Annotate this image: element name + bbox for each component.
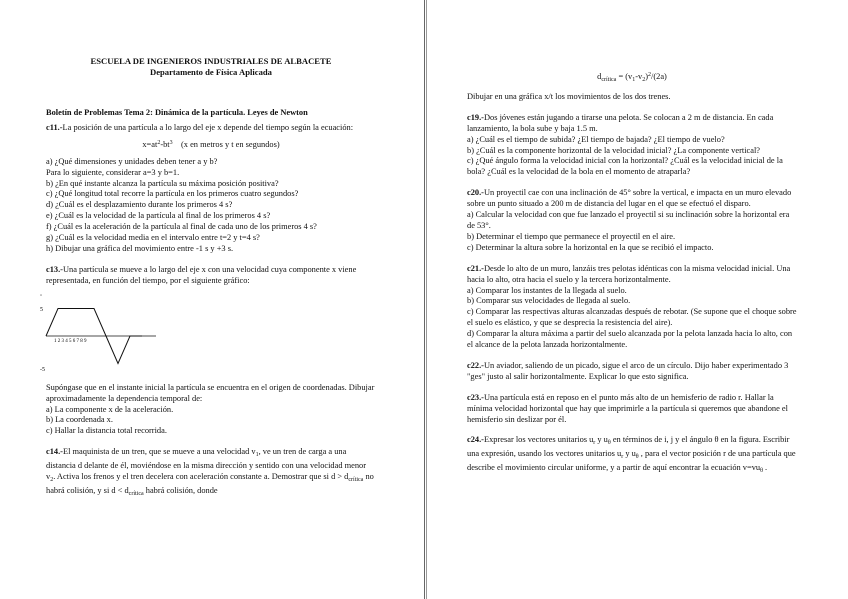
question-b: b) Comparar sus velocidades de llegada al suelo.	[467, 296, 631, 306]
right-page	[426, 0, 848, 599]
problem-c14: c14.-El maquinista de un tren, que se mueve a una velocidad $v_1$, ve un tren de carga a una distancia d delante de él, moviéndose en la misma dirección y sentido con una velocidad menor $v_2$. Activa los frenos y el tren decelera con aceleración constante a. Demostrar que si $d > d_{crítica}$ no habrá colisión, y si $d < d_{crítica}$ habrá colisión, donde	[46, 447, 374, 497]
question-c: c) Determinar la altura sobre la horizontal en la que se recibió el impacto.	[467, 242, 714, 252]
problem-c20	[467, 188, 797, 253]
question-e: e) ¿Cuál es la velocidad de la partícula al final de los primeros 4 s?	[46, 211, 271, 221]
graph-y-pos-label: 5	[40, 306, 43, 313]
problem-intro: Un aviador, saliendo de un picado, sigue el arco de un círculo. Dijo haber experimentado 3 "ges" justo al salir horizontalmente. Explicar lo que esto significa.	[467, 360, 789, 381]
graph-y-neg-label: -5	[40, 366, 45, 373]
velocity-graph	[38, 293, 158, 375]
question-a: a) ¿Qué dimensiones y unidades deben tener a y b?	[46, 156, 218, 166]
problem-c19	[467, 113, 797, 178]
problem-after: Supóngase que en el instante inicial la partícula se encuentra en el origen de coordenadas. Dibujar aproximadamente la dependencia temporal de:	[46, 382, 375, 403]
question-c: c) Comparar las respectivas alturas alcanzadas después de rebotar. (Se supone que el choque sobre el suelo es elástico, y que se desprecia la resistencia del aire).	[467, 307, 797, 328]
department-name: Departamento de Física Aplicada	[150, 67, 272, 77]
question-c: c) ¿Qué ángulo forma la velocidad inicial con la horizontal? ¿Cuál es la velocidad inicial de la bola? ¿Cuál es la velocidad de la bola en el momento de atraparla?	[467, 156, 783, 177]
boletin-title: Boletín de Problemas Tema 2: Dinámica de la partícula. Leyes de Newton	[46, 108, 308, 117]
question-b: b) ¿En qué instante alcanza la partícula su máxima posición positiva?	[46, 178, 279, 188]
problem-c21	[467, 264, 797, 351]
question-note: Para lo siguiente, considerar a=3 y b=1.	[46, 167, 180, 177]
question-a: a) ¿Cuál es el tiempo de subida? ¿El tiempo de bajada? ¿El tiempo de vuelo?	[467, 134, 725, 144]
problem-title: c14.-	[46, 447, 63, 457]
right-page-content	[467, 66, 797, 487]
question-b: b) ¿Cuál es la componente horizontal de la velocidad inicial? ¿La componente vertical?	[467, 145, 760, 155]
question-f: f) ¿Cuál es la aceleración de la partícula al final de cada uno de los primeros 4 s?	[46, 222, 317, 232]
problem-c14-continued	[467, 70, 797, 103]
question-d: d) ¿Cuál es el desplazamiento durante los primeros 4 s?	[46, 200, 233, 210]
problem-c11	[46, 123, 376, 255]
problem-intro: Una partícula se mueve a lo largo del eje x con una velocidad cuya componente x viene representada, en función del tiempo, por el siguiente gráfico:	[46, 264, 357, 285]
question-a: a) Calcular la velocidad con que fue lanzado el proyectil si su inclinación sobre la horizontal era de 53°.	[467, 210, 790, 230]
question-g: g) ¿Cuál es la velocidad media en el intervalo entre t=2 y t=4 s?	[46, 233, 260, 243]
problem-intro: Desde lo alto de un muro, lanzáis tres pelotas idénticas con la misma velocidad inicial. Una hacia lo alto, otra hacia el suelo y la tercera horizontalmente.	[467, 263, 791, 284]
graph-ticks: 1 2 3 4 5 6 7 8 9	[54, 338, 87, 344]
question-a: a) Comparar los instantes de la llegada al suelo.	[467, 285, 627, 295]
problem-title: c22.-	[467, 360, 484, 370]
problem-title: c20.-	[467, 188, 484, 198]
problem-title: c13.-	[46, 264, 63, 274]
equation: $x=at^2-bt^3$ (x en metros y t en segundos)	[142, 139, 280, 149]
question-h: h) Dibujar una gráfica del movimiento entre -1 s y +3 s.	[46, 243, 234, 253]
problem-title: c19.-	[467, 112, 484, 122]
problem-intro: La posición de una partícula a lo largo del eje x depende del tiempo según la ecuación:	[62, 122, 354, 132]
problem-c22	[467, 361, 797, 383]
problem-after: Dibujar en una gráfica x/t los movimientos de los dos trenes.	[467, 91, 671, 101]
problem-intro: Un proyectil cae con una inclinación de 45° sobre la vertical, e impacta en un muro elevado sobre un punto situado a 200 m de distancia del lugar en el que se efectuó el disparo.	[467, 188, 792, 209]
question-c: c) Hallar la distancia total recorrida.	[46, 426, 167, 436]
question-a: a) La componente x de la aceleración.	[46, 404, 174, 414]
left-page-content	[40, 56, 376, 510]
problem-c23	[467, 393, 797, 426]
question-b: b) Determinar el tiempo que permanece el proyectil en el aire.	[467, 231, 676, 241]
question-c: c) ¿Qué longitud total recorre la partícula en los primeros cuatro segundos?	[46, 189, 299, 199]
problem-title: c23.-	[467, 392, 484, 402]
problem-title: c24.-	[467, 435, 484, 445]
problem-c24: c24.-Expresar los vectores unitarios $u_r$ y $u_\theta$ en términos de i, j y el ángulo θ en la figura. Escribir una expresión, usando los vectores unitarios $u_r$ y $u_\theta$ , para el vector posición r de una partícula que describe el movimiento circular uniforme, y a partir de aquí encontrar la ecuación $v=vu_\theta$ .	[467, 435, 796, 475]
problem-intro: Una partícula está en reposo en el punto más alto de un hemisferio de radio r. Hallar la mínima velocidad horizontal que hay que imprimirle a la partícula si queremos que abandone el hemisferio sin deslizar por él.	[467, 392, 788, 424]
question-b: b) La coordenada x.	[46, 415, 113, 425]
critical-distance-formula: $d_{crítica} = (v_1-v_2)^2/(2a)$	[597, 72, 667, 83]
problem-title: c11.-	[46, 122, 63, 132]
problem-intro: Dos jóvenes están jugando a tirarse una pelota. Se colocan a 2 m de distancia. En cada lanzamiento, la bola sube y baja 1.5 m.	[467, 112, 774, 133]
problem-c13	[40, 264, 376, 437]
problem-title: c21.-	[467, 263, 484, 273]
graph-top-label: ˇ	[40, 294, 42, 301]
question-d: d) Comparar la altura máxima a partir del suelo alcanzada por la pelota lanzada hacia lo alto, con el alcance de la pelota lanzada horizontalmente.	[467, 329, 793, 350]
school-name: ESCUELA DE INGENIEROS INDUSTRIALES DE ALBACETE	[90, 56, 332, 66]
